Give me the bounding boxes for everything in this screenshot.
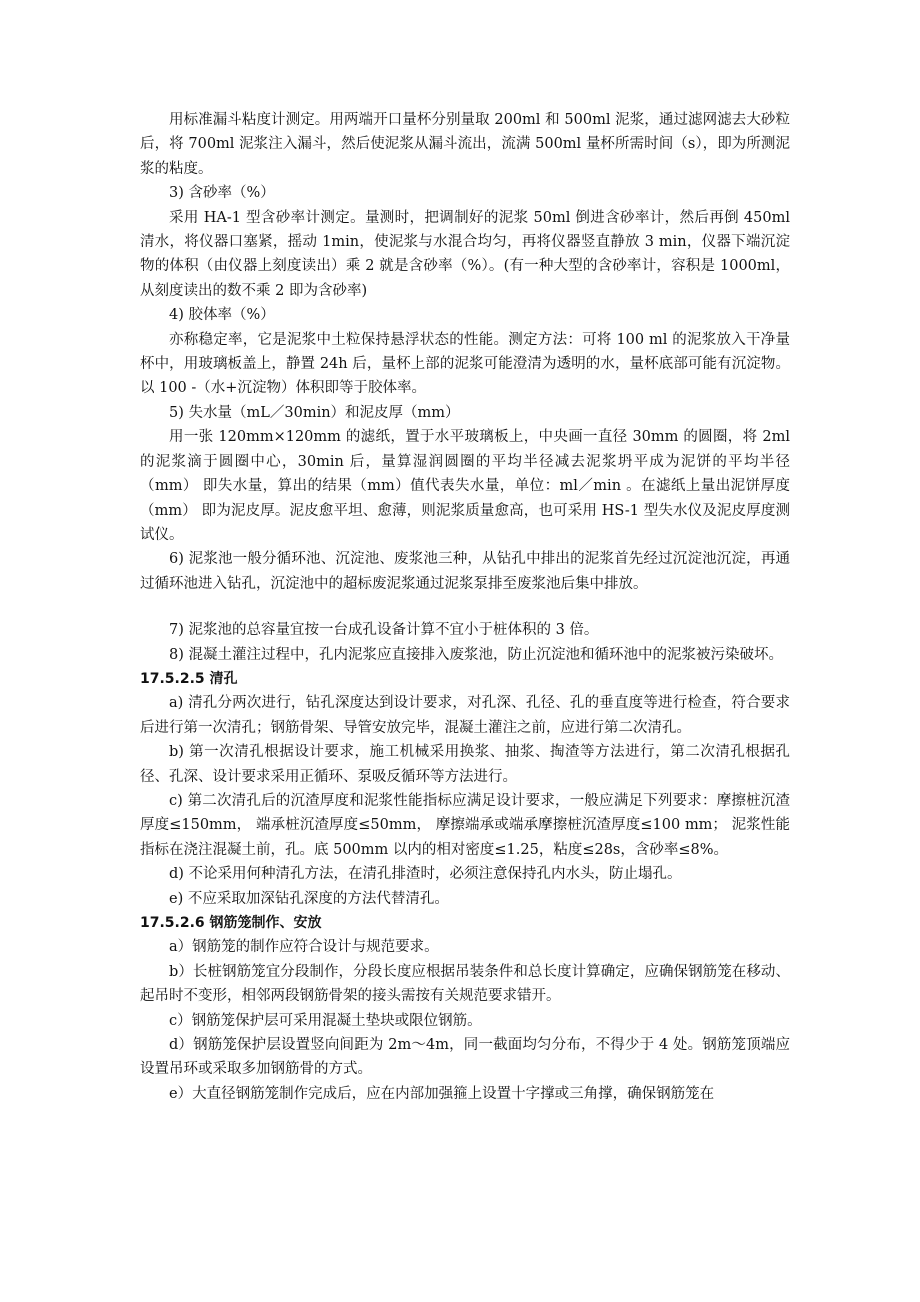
paragraph: 6) 泥浆池一般分循环池、沉淀池、废浆池三种，从钻孔中排出的泥浆首先经过沉淀池沉淀，再通过循环池进入钻孔，沉淀池中的超标废泥浆通过泥浆泵排至废浆池后集中排放。 bbox=[140, 551, 790, 592]
paragraph: b）长桩钢筋笼宜分段制作，分段长度应根据吊装条件和总长度计算确定，应确保钢筋笼在移动、起吊时不变形，相邻两段钢筋骨架的接头需按有关规范要求错开。 bbox=[140, 963, 790, 1005]
paragraph: d）钢筋笼保护层设置竖向间距为 2m～4m，同一截面均匀分布，不得少于 4 处。钢筋笼顶端应设置吊环或采取多加钢筋骨的方式。 bbox=[140, 1037, 790, 1078]
paragraph: 8) 混凝土灌注过程中，孔内泥浆应直接排入废浆池，防止沉淀池和循环池中的泥浆被污染破坏。 bbox=[169, 646, 783, 663]
paragraph: c) 第二次清孔后的沉渣厚度和泥浆性能指标应满足设计要求，一般应满足下列要求：摩擦桩沉渣厚度≤150mm， 端承桩沉渣厚度≤50mm， 摩擦端承或端承摩擦桩沉渣厚度≤100 mm； 泥浆性能指标在浇注混凝土前，孔。底 500mm 以内的相对密度≤1.25，粘度≤28s，含砂率≤8%。 bbox=[140, 792, 790, 858]
paragraph: 7) 泥浆池的总容量宜按一台成孔设备计算不宜小于桩体积的 3 倍。 bbox=[169, 622, 599, 639]
document-body bbox=[140, 108, 790, 1106]
paragraph: 亦称稳定率，它是泥浆中土粒保持悬浮状态的性能。测定方法：可将 100 ml 的泥浆放入干净量杯中，用玻璃板盖上，静置 24h 后，量杯上部的泥浆可能澄清为透明的水，量杯底部可能有沉淀物。以 100 -（水+沉淀物）体积即等于胶体率。 bbox=[140, 331, 790, 397]
paragraph: a) 清孔分两次进行，钻孔深度达到设计要求，对孔深、孔径、孔的垂直度等进行检查，符合要求后进行第一次清孔；钢筋骨架、导管安放完毕，混凝土灌注之前，应进行第二次清孔。 bbox=[140, 695, 790, 736]
paragraph: b) 第一次清孔根据设计要求，施工机械采用换浆、抽浆、掏渣等方法进行，第二次清孔根据孔径、孔深、设计要求采用正循环、泵吸反循环等方法进行。 bbox=[140, 744, 790, 785]
paragraph: e) 不应采取加深钻孔深度的方法代替清孔。 bbox=[169, 890, 449, 907]
paragraph-gap bbox=[140, 596, 790, 618]
paragraph: a）钢筋笼的制作应符合设计与规范要求。 bbox=[169, 939, 439, 956]
paragraph: c）钢筋笼保护层可采用混凝土垫块或限位钢筋。 bbox=[169, 1012, 482, 1029]
paragraph: 3) 含砂率（%） bbox=[169, 185, 275, 202]
paragraph: 4) 胶体率（%） bbox=[169, 307, 275, 324]
paragraph: 用标准漏斗粘度计测定。用两端开口量杯分别量取 200ml 和 500ml 泥浆，通过滤网滤去大砂粒后，将 700ml 泥浆注入漏斗，然后使泥浆从漏斗流出，流满 500ml 量杯所需时间（s），即为所测泥浆的粘度。 bbox=[140, 112, 790, 177]
paragraph: 5) 失水量（mL／30min）和泥皮厚（mm） bbox=[169, 404, 460, 421]
section-heading: 17.5.2.6 钢筋笼制作、安放 bbox=[140, 915, 322, 931]
paragraph: e）大直径钢筋笼制作完成后，应在内部加强箍上设置十字撑或三角撑，确保钢筋笼在 bbox=[169, 1085, 715, 1102]
paragraph: 用一张 120mm×120mm 的滤纸，置于水平玻璃板上，中央画一直径 30mm 的圆圈，将 2ml 的泥浆滴于圆圈中心，30min 后，量算湿润圆圈的平均半径减去泥浆坍平成为泥饼的平均半径（mm） 即失水量，算出的结果（mm）值代表失水量，单位：ml／min 。在滤纸上量出泥饼厚度（mm） 即为泥皮厚。泥皮愈平坦、愈薄，则泥浆质量愈高，也可采用 HS-1 型失水仪及泥皮厚度测试仪。 bbox=[140, 429, 790, 543]
section-heading: 17.5.2.5 清孔 bbox=[140, 670, 238, 687]
paragraph: 采用 HA-1 型含砂率计测定。量测时，把调制好的泥浆 50ml 倒进含砂率计，然后再倒 450ml 清水，将仪器口塞紧，摇动 1min，使泥浆与水混合均匀，再将仪器竖直静放 3 min，仪器下端沉淀物的体积（由仪器上刻度读出）乘 2 就是含砂率（%）。(有一种大型的含砂率计，容积是 1000ml，从刻度读出的数不乘 2 即为含砂率) bbox=[140, 209, 790, 299]
paragraph: d) 不论采用何种清孔方法，在清孔排渣时，必须注意保持孔内水头，防止塌孔。 bbox=[169, 866, 682, 883]
